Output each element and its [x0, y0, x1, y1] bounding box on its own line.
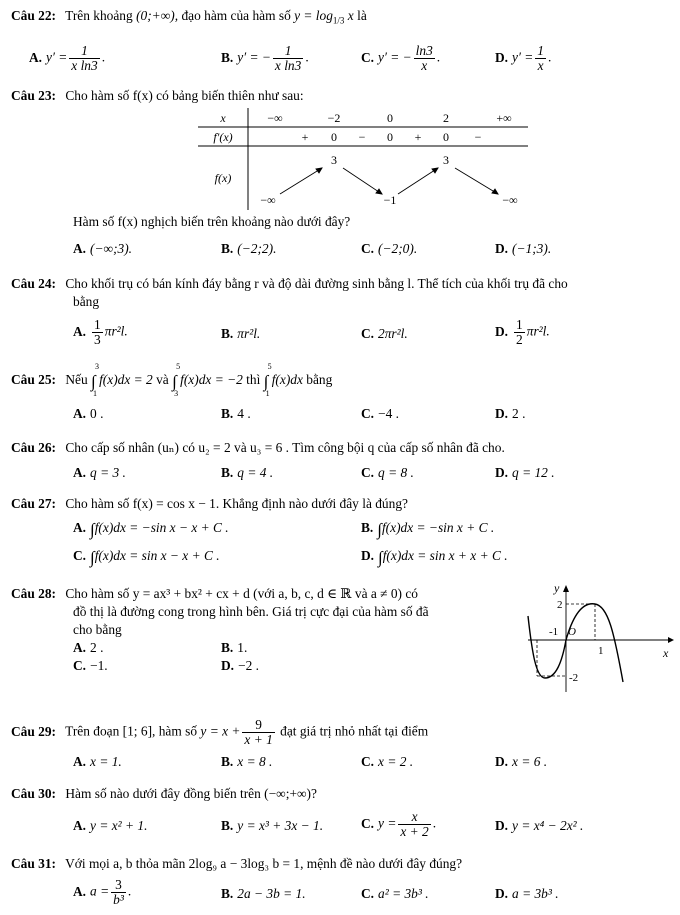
x-value: 2 — [443, 111, 449, 125]
x-value: +∞ — [496, 111, 512, 125]
option-d[interactable]: D. a = 3b³ . — [495, 886, 559, 901]
option-a[interactable]: A. y′ = $\frac{1}{\text{x ln3}}$ . — [29, 43, 106, 74]
option-a[interactable]: A. ∫f(x)dx = −sin x − x + C . — [73, 520, 229, 539]
option-c[interactable]: C. y′ = − $\frac{\ln 3}{x}$ . — [361, 43, 441, 74]
interval: (0;+∞), — [136, 8, 179, 23]
question-22 — [11, 6, 671, 78]
integral-sign: ∫ — [91, 372, 96, 391]
question-label: Câu 30: — [11, 786, 57, 801]
integral-upper: 5 — [176, 362, 181, 371]
question-text: đạt giá trị nhỏ nhất tại điểm — [280, 723, 429, 739]
x-axis-label: x — [663, 646, 669, 660]
option-a[interactable]: A. a = $\frac{3}{\text{b³}}$ . — [73, 877, 132, 908]
option-a[interactable]: A. q = 3 . — [73, 465, 126, 480]
question-text: Với mọi a, b thỏa mãn 2log₉ a − 3log₃ b = 1, mệnh đề nào dưới đây đúng? — [65, 856, 463, 871]
deriv-sign: − — [474, 130, 482, 144]
arrow-down — [343, 168, 382, 194]
question-24 — [11, 276, 671, 356]
x-label: x — [220, 111, 226, 125]
arrow-up — [280, 168, 322, 194]
deriv-sign: + — [301, 130, 309, 144]
option-b[interactable]: B. x = 8 . — [221, 754, 273, 769]
option-c[interactable]: C. (−2;0). — [361, 241, 418, 256]
option-d[interactable]: D. y = x⁴ − 2x² . — [495, 818, 584, 833]
function: y = x + — [200, 723, 241, 739]
question-text: là — [357, 8, 367, 23]
question-text: bằng — [306, 372, 333, 387]
option-b[interactable]: B. 4 . — [221, 406, 251, 421]
deriv-label: f′(x) — [213, 130, 233, 144]
question-text: Hàm số nào dưới đây đồng biến trên (−∞;+∞)? — [65, 786, 317, 801]
question-23 — [11, 88, 671, 268]
question-label: Câu 24: — [11, 276, 57, 291]
option-a[interactable]: A. y = x² + 1. — [73, 818, 148, 833]
integral-sign: ∫ — [90, 548, 95, 567]
integral-upper: 5 — [267, 362, 272, 371]
option-a[interactable]: A. 0 . — [73, 406, 104, 421]
question-label: Câu 22: — [11, 8, 57, 23]
question-28 — [11, 582, 671, 696]
question-text: Cho hàm số f(x) có bảng biến thiên như sau: — [65, 88, 304, 103]
integral-sign: ∫ — [377, 520, 382, 539]
integral-lower: 1 — [93, 389, 98, 398]
x-value: −2 — [327, 111, 341, 125]
f-value: 3 — [331, 153, 337, 167]
question-text: Hàm số f(x) nghịch biến trên khoảng nào dưới đây? — [73, 214, 351, 229]
question-26 — [11, 440, 671, 484]
question-31 — [11, 856, 671, 914]
option-b[interactable]: B. (−2;2). — [221, 241, 277, 256]
option-b[interactable]: B. y′ = − $\frac{1}{\text{x ln3}}$ . — [221, 43, 309, 74]
option-b[interactable]: B. y = x³ + 3x − 1. — [221, 818, 324, 833]
deriv-sign: 0 — [331, 130, 337, 144]
question-text: bằng — [73, 294, 100, 309]
question-25 — [11, 362, 671, 424]
question-27 — [11, 496, 671, 570]
option-b[interactable]: B. 1. — [221, 640, 248, 655]
option-c[interactable]: C. q = 8 . — [361, 465, 414, 480]
option-b[interactable]: B. πr²l. — [221, 326, 261, 341]
tick-label: 1 — [598, 645, 604, 657]
f-value: −1 — [383, 193, 397, 207]
question-text: đạo hàm của hàm số — [181, 8, 291, 23]
option-c[interactable]: C. −1. — [73, 658, 108, 673]
cubic-graph — [526, 582, 676, 694]
option-a[interactable]: A. (−∞;3). — [73, 241, 133, 256]
tick-label: -1 — [549, 626, 559, 638]
option-c[interactable]: C. ∫f(x)dx = sin x − x + C . — [73, 548, 220, 567]
question-label: Câu 29: — [11, 723, 57, 739]
tick-label: 2 — [557, 599, 563, 611]
question-text: và — [156, 372, 169, 387]
integral-body: f(x)dx = −2 — [180, 372, 243, 387]
deriv-sign: − — [358, 130, 366, 144]
option-b[interactable]: B. q = 4 . — [221, 465, 274, 480]
x-value: 0 — [387, 111, 393, 125]
question-29: Câu 29: Trên đoạn [1; 6], hàm số y = x + $\frac{9}{x + 1}$ đạt giá trị nhỏ nhất tại điểm A. x = 1. B. x = 8 . C. x = 2 . D. x = 6 . — [11, 717, 548, 769]
log-base: 1/3 — [332, 15, 345, 26]
option-c[interactable]: C. 2πr²l. — [361, 326, 408, 341]
question-label: Câu 31: — [11, 856, 57, 871]
deriv-sign: + — [414, 130, 422, 144]
question-text: đồ thị là đường cong trong hình bên. Giá trị cực đại của hàm số đã — [73, 604, 429, 619]
integral-sign: ∫ — [172, 372, 177, 391]
option-d[interactable]: D. ∫f(x)dx = sin x + x + C . — [361, 548, 508, 567]
variation-table — [198, 108, 528, 210]
option-c[interactable]: C. a² = 3b³ . — [361, 886, 429, 901]
option-d[interactable]: D. (−1;3). — [495, 241, 552, 256]
f-value: −∞ — [260, 193, 276, 207]
cubic-curve — [528, 604, 623, 682]
question-text: Trên khoảng — [65, 8, 133, 23]
option-a[interactable]: A. x = 1. — [73, 754, 122, 769]
integral-body: f(x)dx = 2 — [99, 372, 153, 387]
function: y = log — [294, 8, 333, 23]
option-c[interactable]: C. x = 2 . — [361, 754, 414, 769]
question-label: Câu 27: — [11, 496, 57, 511]
function-var: x — [347, 8, 354, 23]
f-label: f(x) — [214, 171, 232, 185]
option-d[interactable]: D. −2 . — [221, 658, 259, 673]
option-d[interactable]: D. x = 6 . — [495, 754, 548, 769]
y-axis-label: y — [554, 582, 560, 595]
option-c[interactable]: C. −4 . — [361, 406, 399, 421]
question-text: Cho khối trụ có bán kính đáy bằng r và độ dài đường sinh bằng l. Thể tích của khối trụ đã cho — [65, 276, 568, 291]
integral-sign: ∫ — [378, 548, 383, 567]
option-b[interactable]: B. 2a − 3b = 1. — [221, 886, 306, 901]
option-a[interactable]: A. $\frac{1}{3}$ πr²l. — [73, 317, 128, 348]
question-text: Nếu — [65, 372, 88, 387]
option-a[interactable]: A. 2 . — [73, 640, 104, 655]
tick-label: -2 — [569, 672, 579, 684]
question-text: Cho hàm số f(x) = cos x − 1. Khẳng định nào dưới đây là đúng? — [65, 496, 408, 511]
x-value: −∞ — [267, 111, 283, 125]
arrow-up — [398, 168, 438, 194]
question-text: cho bằng — [73, 622, 122, 637]
f-value: 3 — [443, 153, 449, 167]
question-label: Câu 25: — [11, 372, 57, 387]
arrow-down — [455, 168, 498, 194]
integral-upper: 3 — [95, 362, 100, 371]
question-label: Câu 26: — [11, 440, 57, 455]
integral-sign: ∫ — [90, 520, 95, 539]
integral-lower: 3 — [174, 389, 179, 398]
question-text: Cho cấp số nhân (uₙ) có u₂ = 2 và u₃ = 6 . Tìm công bội q của cấp số nhân đã cho. — [65, 440, 505, 455]
integral-body: f(x)dx — [271, 372, 303, 387]
question-30 — [11, 786, 671, 842]
origin-label: O — [568, 626, 576, 638]
question-text: Cho hàm số y = ax³ + bx² + cx + d (với a, b, c, d ∈ ℝ và a ≠ 0) có — [65, 586, 418, 601]
question-text: Trên đoạn [1; 6], hàm số — [65, 723, 198, 739]
deriv-sign: 0 — [443, 130, 449, 144]
option-d[interactable]: D. y′ = $\frac{1}{x}$ . — [495, 43, 552, 74]
question-label: Câu 23: — [11, 88, 57, 103]
option-d[interactable]: D. q = 12 . — [495, 465, 555, 480]
option-d[interactable]: D. 2 . — [495, 406, 526, 421]
integral-sign: ∫ — [263, 372, 269, 391]
integral-lower: 1 — [265, 389, 270, 398]
deriv-sign: 0 — [387, 130, 393, 144]
question-text: thì — [246, 372, 261, 387]
option-b[interactable]: B. ∫f(x)dx = −sin x + C . — [361, 520, 495, 539]
f-value: −∞ — [502, 193, 518, 207]
option-d[interactable]: D. $\frac{1}{2}$ πr²l. — [495, 317, 550, 348]
option-c[interactable]: C. y = $\frac{x}{x + 2}$ . — [361, 809, 437, 840]
question-label: Câu 28: — [11, 586, 57, 601]
